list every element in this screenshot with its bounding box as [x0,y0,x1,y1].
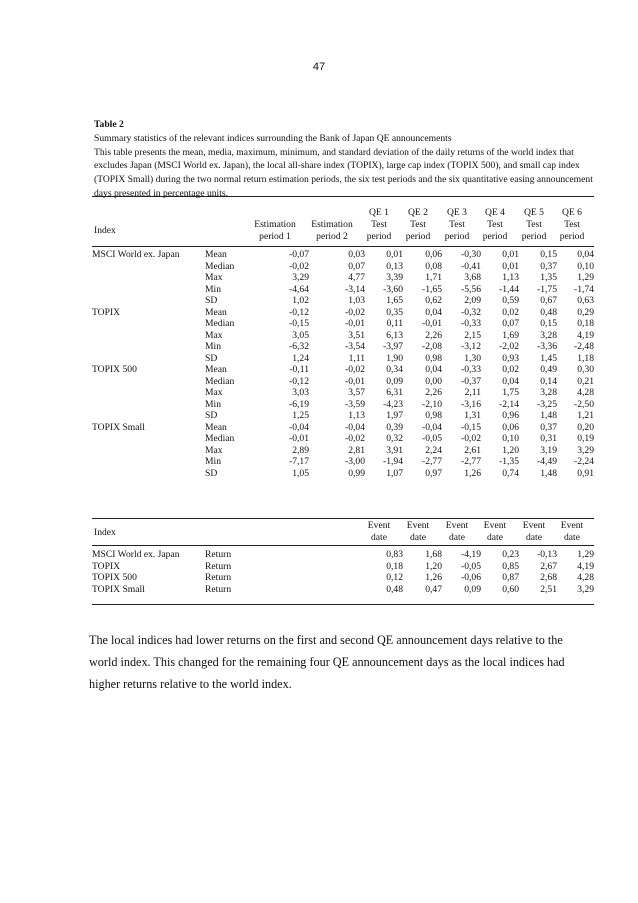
value-cell: -6,19 [289,398,309,410]
value-cell: -3,12 [461,341,481,352]
value-cell: -4,64 [289,283,309,295]
table-row [92,261,594,273]
value-cell: -0,32 [461,306,481,318]
index-name-cell [92,445,205,457]
statistic-label-cell: Min [205,456,221,467]
table-row [92,341,594,353]
value-cell: 2,26 [425,329,442,341]
value-cell: -3,54 [345,341,365,352]
value-cell: 0,85 [502,560,519,572]
value-cell: -0,05 [422,433,442,444]
header-rule [92,246,594,247]
statistic-label-cell: SD [205,295,218,306]
header-qe-4: QE 4 Test period [482,207,508,242]
table-row [92,330,594,342]
value-cell: -0,02 [345,364,365,375]
value-cell: 1,35 [540,272,557,283]
value-cell: 3,19 [540,444,557,456]
value-cell: -3,36 [537,341,557,352]
value-cell: -1,44 [499,283,519,295]
statistic-label-cell: Min [205,341,221,352]
value-cell: 0,13 [386,260,403,272]
value-cell: -2,24 [574,456,594,467]
value-cell: -2,02 [499,341,519,352]
value-cell: 1,65 [386,295,403,306]
value-cell: 0,98 [425,410,442,421]
table-subtitle: Summary statistics of the relevant indices surrounding the Bank of Japan QE announcements [94,132,452,144]
index-name-cell [92,272,205,284]
index-name-cell [92,433,205,445]
table-top-rule [92,196,594,197]
value-cell: 1,24 [292,352,309,364]
index-name-cell [92,410,205,422]
value-cell: 0,18 [577,318,594,329]
value-cell: 0,74 [502,467,519,479]
value-cell: -0,05 [461,560,481,572]
value-cell: -0,02 [345,306,365,318]
table-row [92,445,594,457]
value-cell: 3,51 [348,329,365,341]
value-cell: 1,97 [386,410,403,421]
table-row [92,422,594,434]
value-cell: 1,26 [464,467,481,479]
statistic-label-cell: SD [205,352,218,364]
value-cell: 0,04 [425,306,442,318]
empty-cell [309,584,365,596]
value-cell: 1,30 [464,352,481,364]
value-cell: 0,62 [425,295,442,306]
value-cell: 2,15 [464,329,481,341]
value-cell: 0,10 [577,260,594,272]
value-cell: -2,48 [574,341,594,352]
value-cell: 0,98 [425,352,442,364]
value-cell: 0,32 [386,433,403,444]
statistic-label-cell: Mean [205,249,227,260]
value-cell: -3,14 [345,283,365,295]
index-name-cell [92,318,205,330]
value-cell: 0,39 [386,421,403,433]
value-cell: -3,97 [383,341,403,352]
event-header-5: Event date [522,520,546,543]
table-row [92,318,594,330]
value-cell: -7,17 [289,456,309,467]
value-cell: -0,01 [345,375,365,387]
empty-cell [309,572,365,584]
value-cell: 3,28 [540,329,557,341]
value-cell: -0,11 [289,364,309,375]
value-cell: 0,48 [540,306,557,318]
empty-cell [255,584,309,596]
header-qe-3: QE 3 Test period [444,207,470,242]
value-cell: 1,71 [425,272,442,283]
value-cell: 0,87 [502,572,519,583]
value-cell: 0,31 [540,433,557,444]
value-cell: -0,04 [345,421,365,433]
value-cell: 0,01 [502,249,519,260]
table-row [92,364,594,376]
value-cell: 0,04 [425,364,442,375]
value-cell: 0,35 [386,306,403,318]
header-qe-6: QE 6 Test period [559,207,585,242]
statistic-label-cell: Median [205,318,235,329]
index-name-cell [92,399,205,411]
header-estimation-1: Estimation period 1 [254,219,296,242]
value-cell: -0,41 [461,260,481,272]
index-name-cell: TOPIX [92,560,121,572]
value-cell: -1,74 [574,283,594,295]
empty-cell [255,549,309,561]
value-cell: 1,25 [292,410,309,421]
value-cell: 1,13 [502,272,519,283]
value-cell: 1,31 [464,410,481,421]
value-cell: 0,02 [502,364,519,375]
table-caption [94,118,598,201]
value-cell: 1,68 [425,549,442,560]
value-cell: 1,75 [502,387,519,398]
value-cell: 1,02 [292,295,309,306]
value-cell: 2,67 [540,560,557,572]
summary-statistics-table [92,249,594,479]
value-cell: -0,12 [289,375,309,387]
value-cell: 0,47 [425,583,442,595]
table-row [92,572,594,584]
value-cell: -0,37 [461,375,481,387]
value-cell: 0,49 [540,364,557,375]
value-cell: 1,07 [386,467,403,479]
table-row [92,353,594,365]
value-cell: -0,02 [289,260,309,272]
index-name-cell: TOPIX Small [92,583,145,595]
value-cell: 0,15 [540,249,557,260]
index-name-cell [92,353,205,365]
value-cell: -0,07 [289,249,309,260]
event-header-3: Event date [445,520,469,543]
statistic-label-cell: Mean [205,421,227,433]
table-row [92,549,594,561]
body-paragraph: The local indices had lower returns on the first and second QE announcement days relative to the world index. This changed for the remaining four QE announcement days as the local indices had higher returns relative to the world index. [89,633,565,691]
value-cell: 1,13 [348,410,365,421]
statistic-label-cell: Return [205,583,232,595]
value-cell: 0,60 [502,583,519,595]
value-cell: 0,34 [386,364,403,375]
value-cell: 0,96 [502,410,519,421]
value-cell: -0,13 [537,549,557,560]
value-cell: 6,13 [386,329,403,341]
value-cell: 0,48 [386,583,403,595]
value-cell: 0,12 [386,572,403,583]
value-cell: 0,37 [540,421,557,433]
value-cell: 0,04 [577,249,594,260]
value-cell: 1,90 [386,352,403,364]
index-name-cell: TOPIX [92,306,121,318]
index-name-cell [92,261,205,273]
value-cell: 2,68 [540,572,557,583]
value-cell: -6,32 [289,341,309,352]
value-cell: -0,01 [289,433,309,444]
statistic-label-cell: Mean [205,306,227,318]
empty-cell [255,561,309,573]
event-header-index-label: Index [94,527,116,538]
event-header-rule [92,545,594,546]
value-cell: 0,06 [502,421,519,433]
value-cell: -0,01 [345,318,365,329]
value-cell: 4,77 [348,272,365,283]
value-cell: 2,81 [348,444,365,456]
event-header-6: Event date [560,520,584,543]
header-qe-2: QE 2 Test period [405,207,431,242]
value-cell: 0,67 [540,295,557,306]
value-cell: -0,12 [289,306,309,318]
statistic-label-cell: Max [205,387,223,398]
event-header-4: Event date [483,520,507,543]
table-row [92,272,594,284]
index-name-cell [92,284,205,296]
value-cell: -2,77 [422,456,442,467]
value-cell: -4,23 [383,398,403,410]
value-cell: 1,29 [577,549,594,560]
value-cell: 0,30 [577,364,594,375]
value-cell: -2,77 [461,456,481,467]
table-row [92,399,594,411]
index-name-cell: MSCI World ex. Japan [92,549,180,560]
value-cell: 1,26 [425,572,442,583]
value-cell: 0,01 [386,249,403,260]
value-cell: -0,15 [461,421,481,433]
value-cell: 1,48 [540,410,557,421]
value-cell: 3,68 [464,272,481,283]
value-cell: 1,21 [577,410,594,421]
value-cell: 2,09 [464,295,481,306]
value-cell: -5,56 [461,283,481,295]
value-cell: -4,19 [461,549,481,560]
index-name-cell: TOPIX Small [92,421,145,433]
table-row [92,433,594,445]
value-cell: 1,20 [502,444,519,456]
statistic-label-cell: Min [205,398,221,410]
empty-cell [309,549,365,561]
empty-cell [255,572,309,584]
value-cell: 0,03 [348,249,365,260]
value-cell: -0,30 [461,249,481,260]
value-cell: -0,15 [289,318,309,329]
index-name-cell [92,295,205,307]
value-cell: -2,10 [422,398,442,410]
value-cell: -3,59 [345,398,365,410]
event-header-1: Event date [367,520,391,543]
value-cell: 2,51 [540,583,557,595]
value-cell: 3,29 [577,583,594,595]
value-cell: 6,31 [386,387,403,398]
value-cell: 0,59 [502,295,519,306]
value-cell: 0,91 [577,467,594,479]
value-cell: -0,04 [289,421,309,433]
value-cell: 0,19 [577,433,594,444]
index-name-cell [92,387,205,399]
value-cell: 1,69 [502,329,519,341]
value-cell: 0,29 [577,306,594,318]
statistic-label-cell: Max [205,272,223,283]
value-cell: 1,05 [292,467,309,479]
statistic-label-cell: Median [205,375,235,387]
value-cell: -3,00 [345,456,365,467]
page-number: 47 [312,61,326,73]
value-cell: -1,94 [383,456,403,467]
table-row [92,376,594,388]
index-name-cell [92,456,205,468]
value-cell: -2,14 [499,398,519,410]
table-row [92,249,594,261]
value-cell: 3,28 [540,387,557,398]
value-cell: 0,63 [577,295,594,306]
value-cell: 0,07 [502,318,519,329]
value-cell: 1,20 [425,560,442,572]
statistic-label-cell: SD [205,467,218,479]
value-cell: 3,03 [292,387,309,398]
value-cell: 0,09 [386,375,403,387]
value-cell: 0,97 [425,467,442,479]
value-cell: 0,02 [502,306,519,318]
statistic-label-cell: Max [205,329,223,341]
value-cell: -0,04 [422,421,442,433]
value-cell: 0,37 [540,260,557,272]
stats-bottom-rule [92,518,594,519]
value-cell: -0,01 [422,318,442,329]
statistic-label-cell: Return [205,549,232,560]
event-returns-table [92,549,594,595]
header-index-label: Index [94,225,116,236]
value-cell: 2,61 [464,444,481,456]
value-cell: 3,91 [386,444,403,456]
value-cell: 3,39 [386,272,403,283]
header-estimation-2: Estimation period 2 [311,219,353,242]
value-cell: 0,10 [502,433,519,444]
value-cell: 0,14 [540,375,557,387]
table-row [92,456,594,468]
value-cell: -0,33 [461,318,481,329]
header-qe-5: QE 5 Test period [521,207,547,242]
value-cell: 0,99 [348,467,365,479]
statistic-label-cell: Median [205,260,235,272]
table-row [92,561,594,573]
value-cell: -0,33 [461,364,481,375]
value-cell: 0,21 [577,375,594,387]
value-cell: 3,29 [292,272,309,283]
value-cell: 0,07 [348,260,365,272]
value-cell: 1,03 [348,295,365,306]
value-cell: 0,93 [502,352,519,364]
value-cell: -3,60 [383,283,403,295]
index-name-cell [92,468,205,480]
value-cell: 4,28 [577,387,594,398]
value-cell: 0,01 [502,260,519,272]
value-cell: 1,48 [540,467,557,479]
table-row [92,284,594,296]
table-row [92,584,594,596]
value-cell: -1,65 [422,283,442,295]
value-cell: 0,18 [386,560,403,572]
value-cell: 3,29 [577,444,594,456]
value-cell: -2,50 [574,398,594,410]
value-cell: 2,24 [425,444,442,456]
value-cell: 0,06 [425,249,442,260]
event-header-2: Event date [406,520,430,543]
value-cell: 3,05 [292,329,309,341]
value-cell: -3,16 [461,398,481,410]
value-cell: 0,11 [386,318,403,329]
value-cell: 0,09 [464,583,481,595]
index-name-cell [92,330,205,342]
index-name-cell: TOPIX 500 [92,364,137,375]
value-cell: -0,02 [461,433,481,444]
value-cell: 1,11 [348,352,365,364]
value-cell: -4,49 [537,456,557,467]
table-row [92,295,594,307]
value-cell: 0,20 [577,421,594,433]
value-cell: 2,26 [425,387,442,398]
value-cell: 0,04 [502,375,519,387]
value-cell: -1,75 [537,283,557,295]
value-cell: -0,06 [461,572,481,583]
table-row [92,468,594,480]
index-name-cell: TOPIX 500 [92,572,137,583]
header-qe-1: QE 1 Test period [366,207,392,242]
value-cell: 4,19 [577,329,594,341]
table-row [92,410,594,422]
index-name-cell [92,376,205,388]
value-cell: 4,19 [577,560,594,572]
value-cell: 4,28 [577,572,594,583]
statistic-label-cell: Max [205,444,223,456]
value-cell: 0,23 [502,549,519,560]
index-name-cell [92,341,205,353]
value-cell: -0,02 [345,433,365,444]
table-row [92,307,594,319]
value-cell: 3,57 [348,387,365,398]
value-cell: 1,18 [577,352,594,364]
value-cell: 2,89 [292,444,309,456]
statistic-label-cell: SD [205,410,218,421]
statistic-label-cell: Min [205,283,221,295]
table-row [92,387,594,399]
value-cell: 1,45 [540,352,557,364]
empty-cell [309,561,365,573]
value-cell: -2,08 [422,341,442,352]
table-description: This table presents the mean, media, maximum, minimum, and standard deviation of the daily returns of the world index that excludes Japan (MSCI World ex. Japan), the local all-share index (TOPIX), large cap index (TOPIX 500), and small cap index (TOPIX Small) during the two normal return estimation periods, the six test periods and the six quantitative easing announcement days presented in percentage units. [94,146,593,199]
value-cell: 0,15 [540,318,557,329]
value-cell: -1,35 [499,456,519,467]
statistic-label-cell: Median [205,433,235,444]
statistic-label-cell: Return [205,560,232,572]
statistic-label-cell: Mean [205,364,227,375]
value-cell: 1,29 [577,272,594,283]
value-cell: 2,11 [464,387,481,398]
index-name-cell: MSCI World ex. Japan [92,249,180,260]
table-bottom-rule [92,604,594,605]
value-cell: -3,25 [537,398,557,410]
value-cell: 0,00 [425,375,442,387]
value-cell: 0,08 [425,260,442,272]
statistic-label-cell: Return [205,572,232,583]
table-title: Table 2 [94,119,124,130]
value-cell: 0,83 [386,549,403,560]
